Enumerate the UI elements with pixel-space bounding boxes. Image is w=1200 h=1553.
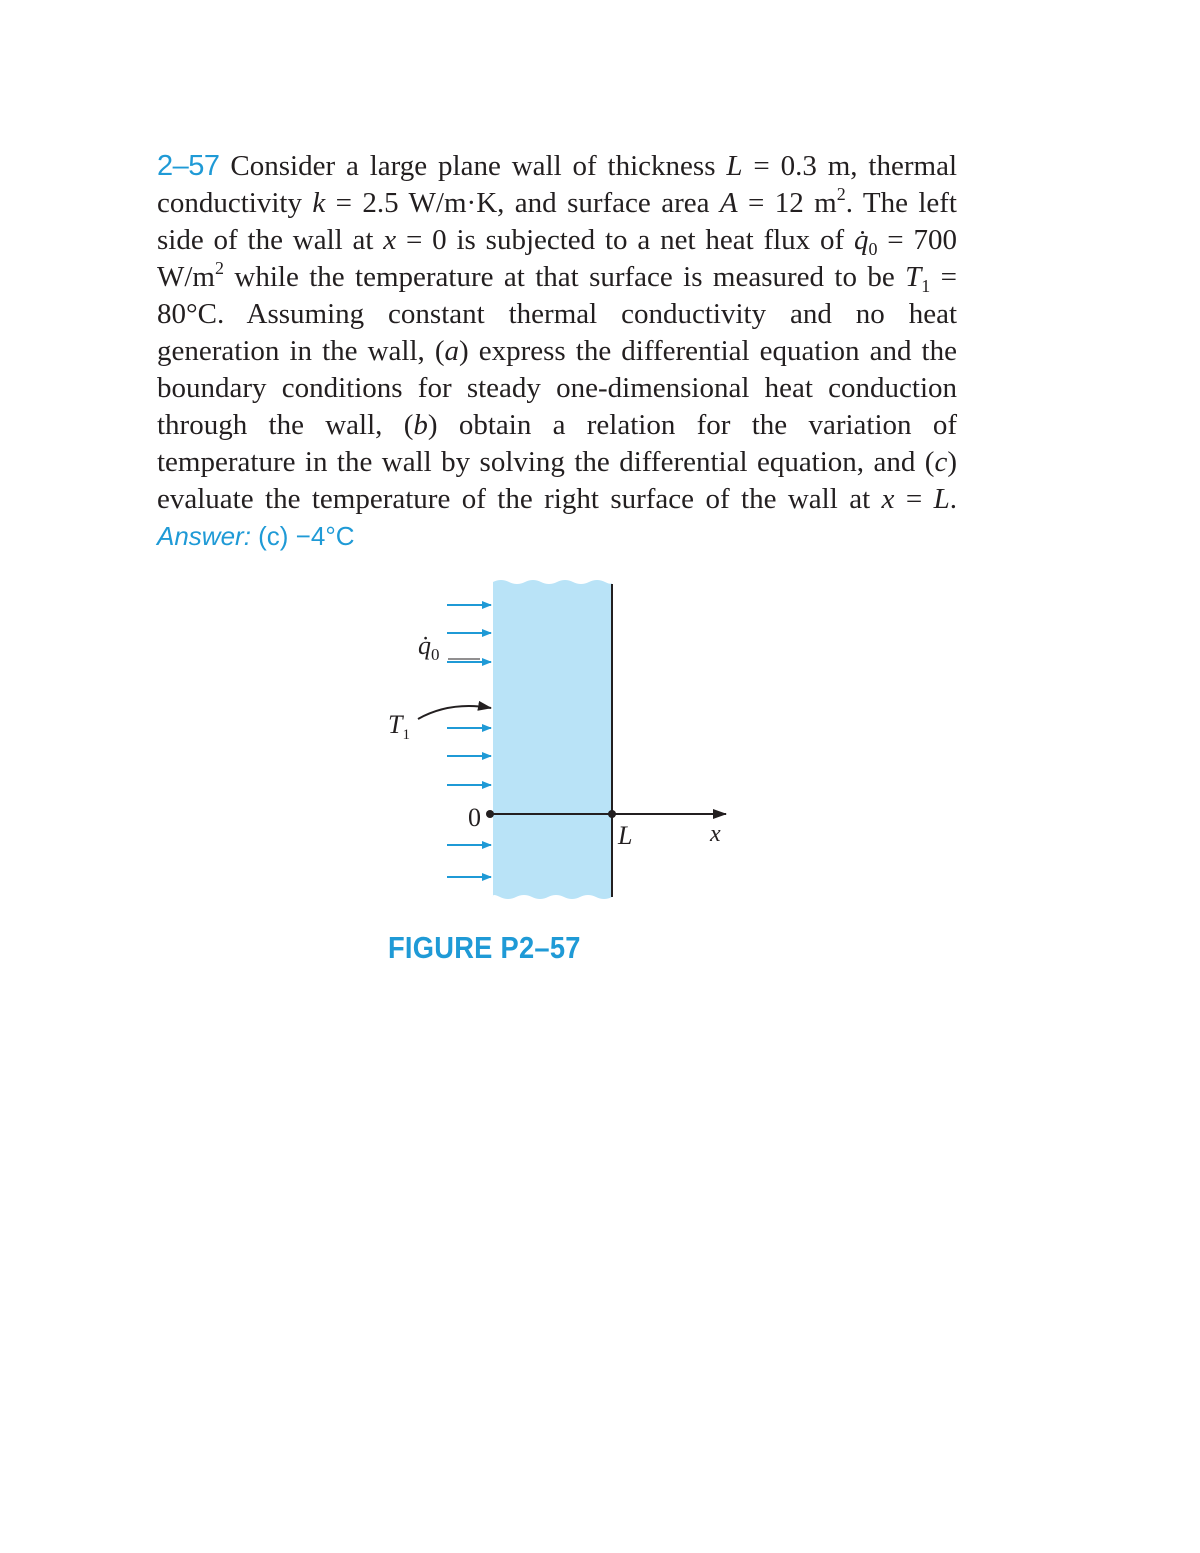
problem-text: = 12 m xyxy=(737,187,837,219)
l-label: L xyxy=(618,821,633,850)
var-L: L xyxy=(933,483,950,515)
part-c: c xyxy=(934,446,948,478)
t-subscript: 1 xyxy=(402,727,410,744)
x-label: x xyxy=(710,821,721,847)
var-q-dot: q̇ xyxy=(853,224,869,256)
problem-text: = 0 is subjected to a net heat flux of xyxy=(396,224,854,256)
q0-label xyxy=(418,633,440,663)
problem-text: . xyxy=(949,483,957,515)
problem-text: = 0.3 m, thermal conductivity xyxy=(157,150,958,219)
problem-text: = 700 W/m xyxy=(157,224,957,293)
l-dot xyxy=(608,810,616,818)
problem-text: = 2.5 W/m·K, and surface area xyxy=(325,187,720,219)
var-x: x xyxy=(881,483,895,515)
part-b: b xyxy=(413,409,428,441)
t-symbol: T xyxy=(388,710,403,739)
problem-text: ) obtain a relation for the variation of temperature in the wall by solving the differential equation, and ( xyxy=(157,409,958,478)
answer-value: (c) −4°C xyxy=(250,521,355,551)
q-dot-symbol: q̇ xyxy=(418,631,431,660)
figure-caption: FIGURE P2–57 xyxy=(388,930,581,965)
problem-text: = xyxy=(894,483,934,515)
subscript: 1 xyxy=(921,276,931,296)
q-subscript: 0 xyxy=(431,645,440,665)
subscript: 0 xyxy=(868,239,878,259)
problem-number: 2–57 xyxy=(157,150,220,182)
origin-dot xyxy=(486,810,494,818)
superscript: 2 xyxy=(215,258,224,278)
figure-wall-diagram xyxy=(370,575,770,905)
wall-diagram-svg xyxy=(370,575,770,905)
var-T: T xyxy=(905,261,922,293)
var-A: A xyxy=(719,187,738,219)
problem-statement xyxy=(157,148,957,555)
superscript: 2 xyxy=(836,184,846,204)
problem-text: while the temperature at that surface is measured to be xyxy=(224,261,906,293)
part-a: a xyxy=(444,335,460,367)
origin-label: 0 xyxy=(468,803,481,832)
wall-body xyxy=(493,580,612,899)
t1-label xyxy=(388,712,410,743)
t1-pointer-arrow xyxy=(418,706,491,719)
problem-text: ) evaluate the temperature of the right surface of the wall at xyxy=(157,446,957,515)
var-L: L xyxy=(726,150,743,182)
problem-text: = 80°C. Assuming constant thermal conductivity and no heat generation in the wall, ( xyxy=(157,261,957,367)
answer-label: Answer: xyxy=(157,521,251,551)
var-x: x xyxy=(383,224,397,256)
problem-text: Consider a large plane wall of thickness xyxy=(219,150,727,182)
problem-text: ) express the differential equation and the boundary conditions for steady one-dimensional heat conduction through the wall, ( xyxy=(157,335,957,441)
problem-text: . The left side of the wall at xyxy=(157,187,957,256)
var-k: k xyxy=(312,187,326,219)
